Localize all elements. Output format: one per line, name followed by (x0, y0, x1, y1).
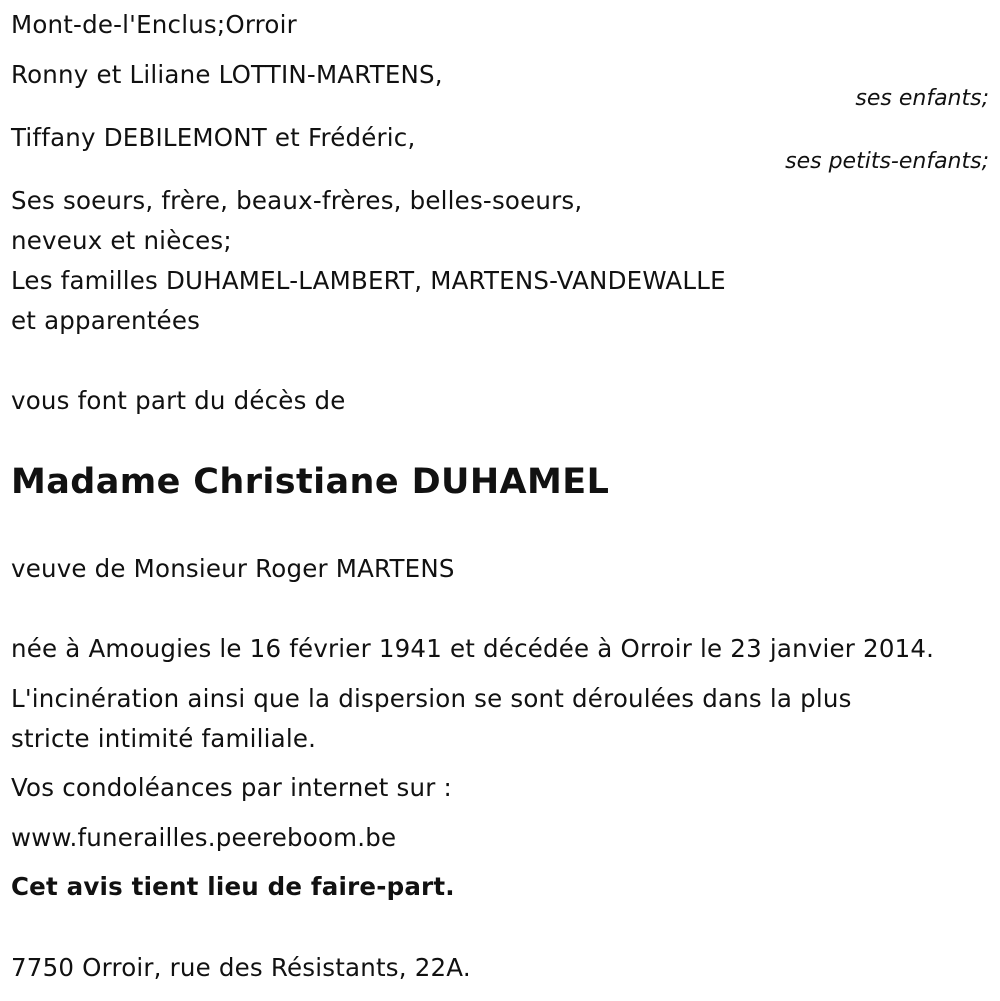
condolences-label: Vos condoléances par internet sur : (11, 773, 452, 802)
grandchildren-names: Tiffany DEBILEMONT et Frédéric, (11, 123, 416, 152)
notice-text: Cet avis tient lieu de faire-part. (11, 872, 455, 901)
families-line-2: et apparentées (11, 306, 201, 335)
ceremony-line-1: L'incinération ainsi que la dispersion se sont déroulées dans la plus (11, 684, 852, 713)
announcement-intro: vous font part du décès de (11, 386, 346, 415)
deceased-name: Madame Christiane DUHAMEL (11, 462, 610, 502)
location-header: Mont-de-l'Enclus;Orroir (11, 10, 297, 39)
birth-death-dates: née à Amougies le 16 février 1941 et décédée à Orroir le 23 janvier 2014. (11, 634, 935, 663)
widow-of: veuve de Monsieur Roger MARTENS (11, 554, 455, 583)
children-names: Ronny et Liliane LOTTIN-MARTENS, (11, 60, 443, 89)
grandchildren-role: ses petits-enfants; (785, 149, 989, 174)
ceremony-line-2: stricte intimité familiale. (11, 724, 317, 753)
siblings-line-2: neveux et nièces; (11, 226, 232, 255)
families-line-1: Les familles DUHAMEL-LAMBERT, MARTENS-VANDEWALLE (11, 266, 726, 295)
siblings-line-1: Ses soeurs, frère, beaux-frères, belles-soeurs, (11, 186, 583, 215)
children-role: ses enfants; (855, 86, 989, 111)
address: 7750 Orroir, rue des Résistants, 22A. (11, 953, 471, 982)
condolences-url[interactable]: www.funerailles.peereboom.be (11, 823, 397, 852)
